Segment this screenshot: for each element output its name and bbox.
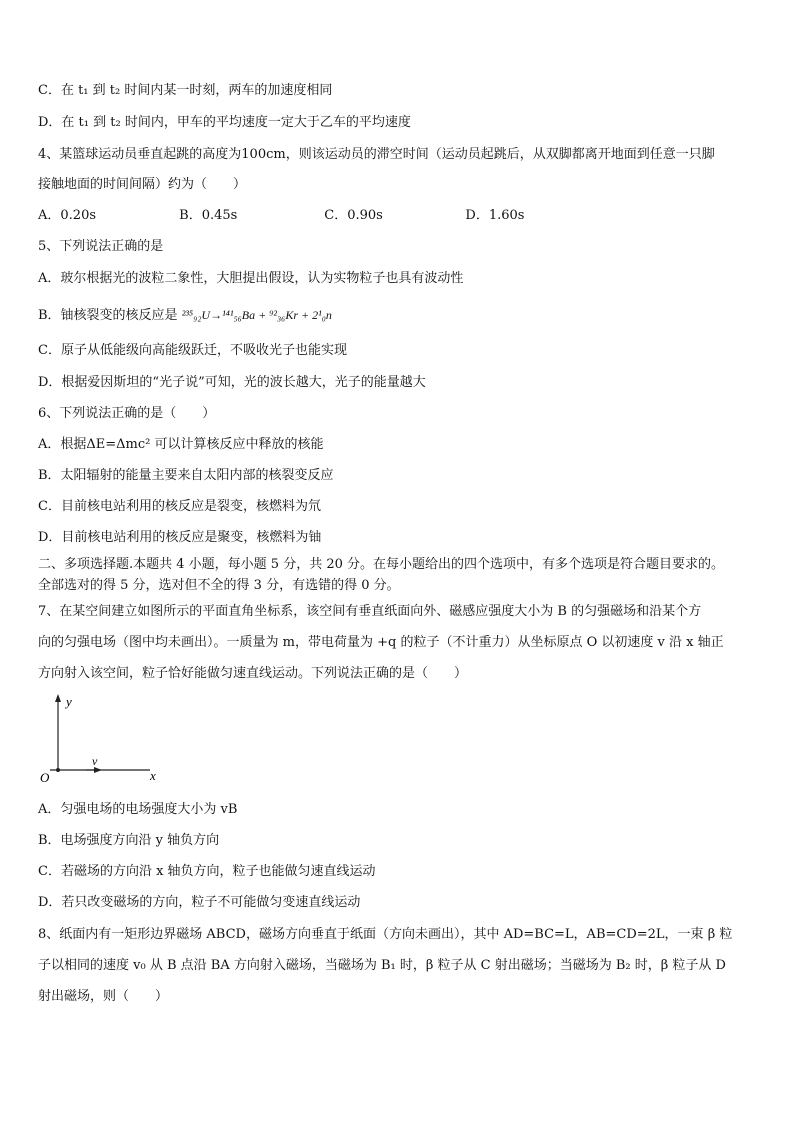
q7-option-a: A．匀强电场的电场强度大小为 vB (38, 802, 238, 817)
q6-option-d: D．目前核电站利用的核反应是聚变，核燃料为铀 (38, 530, 322, 545)
q8-stem-line2: 子以相同的速度 v₀ 从 B 点沿 BA 方向射入磁场，当磁场为 B₁ 时，β 粒子从 C 射出磁场；当磁场为 B₂ 时，β 粒子从 D (38, 958, 726, 973)
q4-option-d: D．1.60s (465, 208, 525, 223)
q6-option-a: A．根据ΔE=Δmc² 可以计算核反应中释放的核能 (38, 437, 324, 452)
x-axis-label: x (150, 768, 156, 783)
q6-option-c: C．目前核电站利用的核反应是裂变，核燃料为氘 (38, 499, 321, 514)
q8-stem-line1: 8、纸面内有一矩形边界磁场 ABCD，磁场方向垂直于纸面（方向未画出），其中 AD=BC=L，AB=CD=2L，一束 β 粒 (38, 927, 733, 942)
q7-option-c: C．若磁场的方向沿 x 轴负方向，粒子也能做匀速直线运动 (38, 864, 376, 879)
q5-option-b-prefix: B．铀核裂变的核反应是 (38, 308, 178, 323)
q5-option-c: C．原子从低能级向高能级跃迁，不吸收光子也能实现 (38, 343, 347, 358)
q7-option-b: B．电场强度方向沿 y 轴负方向 (38, 833, 220, 848)
q6-option-b: B．太阳辐射的能量主要来自太阳内部的核裂变反应 (38, 468, 334, 483)
q7-option-d: D．若只改变磁场的方向，粒子不可能做匀变速直线运动 (38, 895, 361, 910)
y-axis-arrow (55, 694, 61, 702)
origin-label: O (40, 770, 50, 785)
q5-option-a: A．玻尔根据光的波粒二象性，大胆提出假设，认为实物粒子也具有波动性 (38, 271, 464, 286)
coordinate-axes (38, 692, 168, 787)
q7-stem-line2: 向的匀强电场（图中均未画出）。一质量为 m，带电荷量为 +q 的粒子（不计重力）从坐标原点 O 以初速度 v 沿 x 轴正 (38, 635, 724, 650)
section2-heading-line2: 全部选对的得 5 分，选对但不全的得 3 分，有选错的得 0 分。 (38, 578, 400, 593)
velocity-label: v (92, 754, 98, 768)
q6-stem: 6、下列说法正确的是（ ） (38, 406, 216, 421)
q4-option-a: A．0.20s (38, 208, 97, 223)
q4-option-b: B．0.45s (179, 208, 238, 223)
y-axis-label: y (66, 694, 72, 709)
q4-options (38, 207, 524, 225)
origin-point (56, 768, 60, 772)
q3-option-d: D．在 t₁ 到 t₂ 时间内，甲车的平均速度一定大于乙车的平均速度 (38, 115, 411, 130)
fission-equation: ²³⁵₉₂U→¹⁴¹₅₆Ba + ⁹²₃₆Kr + 2¹₀n (181, 308, 332, 322)
q8-stem-line3: 射出磁场，则（ ） (38, 989, 169, 1004)
q4-stem-line2: 接触地面的时间间隔）约为（ ） (38, 177, 247, 192)
q5-option-b (38, 306, 332, 325)
q7-stem-line3: 方向射入该空间，粒子恰好能做匀速直线运动。下列说法正确的是（ ） (38, 666, 468, 681)
q5-option-d: D．根据爱因斯坦的“光子说”可知，光的波长越大，光子的能量越大 (38, 375, 426, 390)
q7-stem-line1: 7、在某空间建立如图所示的平面直角坐标系，该空间有垂直纸面向外、磁感应强度大小为 B 的匀强磁场和沿某个方 (38, 604, 702, 619)
q4-option-c: C．0.90s (324, 208, 383, 223)
section2-heading-line1: 二、多项选择题.本题共 4 小题，每小题 5 分，共 20 分。在每小题给出的四个选项中，有多个选项是符合题目要求的。 (38, 557, 725, 572)
q5-stem: 5、下列说法正确的是 (38, 239, 164, 254)
q3-option-c: C．在 t₁ 到 t₂ 时间内某一时刻，两车的加速度相同 (38, 83, 333, 98)
q4-stem-line1: 4、某篮球运动员垂直起跳的高度为100cm，则该运动员的滞空时间（运动员起跳后，从双脚都离开地面到任意一只脚 (38, 147, 715, 162)
